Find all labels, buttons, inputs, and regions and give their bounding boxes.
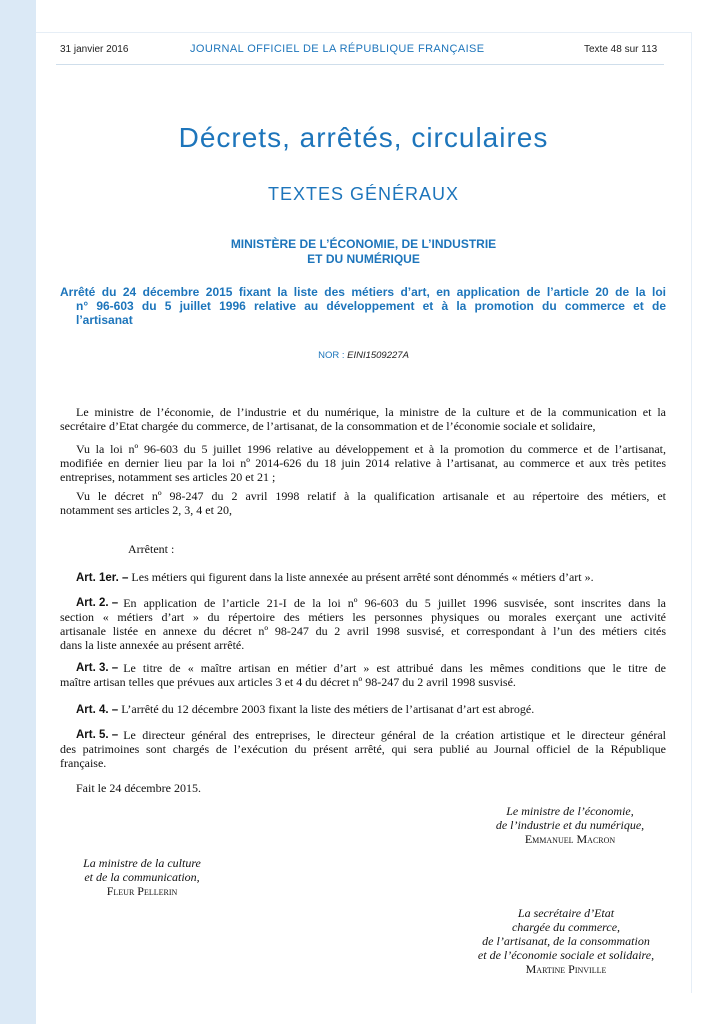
signature-name: Fleur Pellerin [106,884,178,898]
text-line: L’arrêté du 12 décembre 2003 fixant la liste des métiers de l’artisanat d’art est abrogé. [121,702,535,716]
article-1 [60,570,666,585]
ministry-line: MINISTÈRE DE L’ÉCONOMIE, DE L’INDUSTRIE [230,237,497,251]
signature-line: et de la communication, [84,870,200,884]
signature-name: Emmanuel Macron [524,832,616,846]
article-5 [60,728,666,770]
header-journal-title: JOURNAL OFFICIEL DE LA RÉPUBLIQUE FRANÇAISE [190,43,485,55]
signature-economie [470,804,670,846]
header-rule [56,64,664,65]
text-line: des patrimoines sont chargés de l’exécution du présent arrêté, qui sera publié au Journal officiel de la République [60,742,666,756]
text-line: entreprises, notamment ses articles 20 et 21 ; [60,470,276,484]
nor-value: EINI1509227A [347,350,409,361]
signature-name: Martine Pinville [525,962,607,976]
article-label: Art. 1er. – [76,572,129,584]
preamble-paragraph [60,442,666,484]
preamble-paragraph [60,489,666,517]
article-4 [60,702,666,717]
signature-line: Le ministre de l’économie, [506,804,634,818]
preamble-paragraph [60,405,666,433]
arrete-title-line: Arrêté du 24 décembre 2015 fixant la liste des métiers d’art, en application de l’article 20 de la loi [60,285,666,299]
text-line: Le titre de « maître artisan en métier d’art » est attribué dans les mêmes conditions que le titre de [123,661,666,675]
text-line: maître artisan telles que prévues aux articles 3 et 4 du décret nº 98-247 du 2 avril 1998 susvisé. [60,675,516,689]
text-line: Vu la loi nº 96-603 du 5 juillet 1996 relative au développement et à la promotion du commerce et de l’artisanat, [76,442,666,456]
text-line: Le ministre de l’économie, de l’industrie et du numérique, la ministre de la culture et de la communication et la [76,405,666,419]
arretent-text [60,542,666,556]
signature-line: chargée du commerce, [511,920,621,934]
signature-line: La ministre de la culture [83,856,201,870]
nor-reference [36,350,691,361]
ministry-heading [36,237,691,267]
article-label: Art. 5. – [76,729,119,741]
signature-line: et de l’économie sociale et solidaire, [477,948,655,962]
page-sidebar [0,0,36,1024]
text-line: modifiée en dernier lieu par la loi nº 2014-626 du 18 juin 2014 relative à l’artisanat, au commerce et aux très petites [60,456,666,470]
article-label: Art. 3. – [76,662,119,674]
signature-line: de l’industrie et du numérique, [495,818,645,832]
text-line: française. [60,756,107,770]
text-line: Le directeur général des entreprises, le directeur général de la création artistique et le directeur général [123,728,666,742]
text-line: En application de l’article 21-I de la loi nº 96-603 du 5 juillet 1996 susvisée, sont inscrites dans la [123,596,666,610]
section-title: Décrets, arrêtés, circulaires [178,122,549,153]
text-line: Arrêtent : [128,542,175,556]
text-line: notamment ses articles 2, 3, 4 et 20, [60,503,232,517]
signature-secretaire [456,906,676,976]
text-line: artisanale listée en annexe du décret nº 98-247 du 2 avril 1998 susvisé, et correspondant à l’un des métiers cités [60,624,666,638]
text-line: Les métiers qui figurent dans la liste annexée au présent arrêté sont dénommés « métiers d’art ». [131,570,594,584]
article-label: Art. 2. – [76,597,119,609]
article-3 [60,661,666,689]
signature-culture [52,856,232,898]
arrete-title-line: n° 96-603 du 5 juillet 1996 relative au développement et à la promotion du commerce et de [76,299,666,313]
text-line: secrétaire d’Etat chargée du commerce, de l’artisanat, de la consommation et de l’économie sociale et solidaire, [60,419,596,433]
nor-label: NOR : [318,350,348,361]
signature-line: La secrétaire d’Etat [517,906,615,920]
text-line: dans la liste annexée au présent arrêté. [60,638,245,652]
section-subtitle: TEXTES GÉNÉRAUX [267,184,460,204]
article-2 [60,596,666,652]
article-label: Art. 4. – [76,704,119,716]
header-texte-number: Texte 48 sur 113 [584,44,658,55]
arrete-title-line: l’artisanat [76,313,133,327]
header-date: 31 janvier 2016 [60,44,129,55]
arrete-title [60,285,666,327]
text-line: Vu le décret nº 98-247 du 2 avril 1998 relatif à la qualification artisanale et au répertoire des métiers, et [76,489,666,503]
signature-line: de l’artisanat, de la consommation [482,934,650,948]
text-line: section « métiers d’art » du répertoire des métiers les personnes physiques ou morales exerçant une activité [60,610,666,624]
ministry-line: ET DU NUMÉRIQUE [307,252,420,266]
text-line: Fait le 24 décembre 2015. [76,781,201,795]
fait-le [60,781,666,795]
